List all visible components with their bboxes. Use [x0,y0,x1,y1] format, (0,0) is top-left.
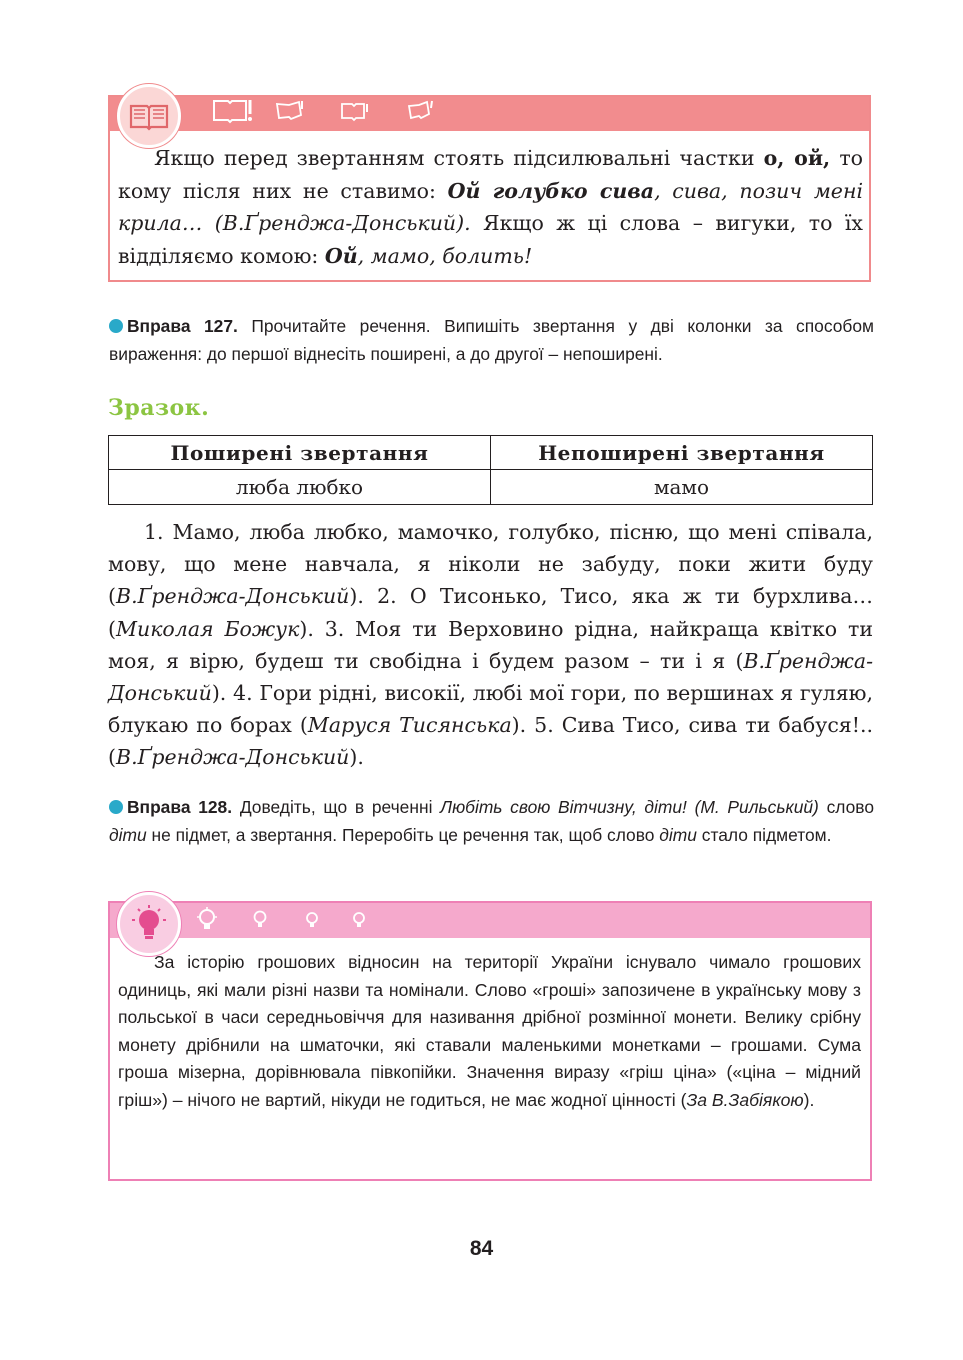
exercise-text: Прочитайте речення. Випишіть звертання у дві колонки за способом вираження: до першої віднесіть поширені, а до другої – непоширені. [109,316,874,364]
exercise-label: Вправа 128. [127,797,233,817]
info-text: За історію грошових відносин на території України існувало чимало грошових одиниць, які мали різні назви та номінали. Слово «гроші» запозичене в українську мову з польської в часи середньовіччя для називання дрібної розмінної монети. Велику срібну монету дрібнили на шматочки, які ставали маленькими монетками – грошами. Сума гроша мізерна, дорівнювала півкопійки. Значення виразу «гріш ціна» («ціна – мідний гріш») – нічого не вартий, нікуди не годиться, не має жодної цінності (За В.Забіякою). [118,952,861,1110]
table-cell: мамо [491,470,873,505]
sample-label: Зразок. [108,395,210,421]
book-icon [405,100,435,122]
open-book-exclamation-icon [129,101,169,131]
info-header-bar [110,903,870,938]
table-header: Непоширені звертання [491,436,873,470]
page-number: 84 [469,1237,494,1260]
rule-badge [117,84,181,148]
bullet-dot-icon [109,319,123,333]
sample-table [108,435,873,505]
lightbulb-icon [303,910,321,930]
exercise-label: Вправа 127. [127,316,238,336]
lightbulb-icon [131,904,167,944]
info-badge [117,892,181,956]
book-icon [275,100,305,122]
rule-text: Якщо перед звертанням стоять підсилювальні частки о, ой, то кому після них не ставимо: Ой голубко сива, сива, позич мені крила… (В.Ґренджа-Донський). Якщо ж ці слова – вигуки, то їх відділяємо комою: Ой, мамо, болить! [118,146,864,268]
lightbulb-icon [350,910,368,930]
book-icon [340,100,370,122]
table-cell: люба любко [109,470,491,505]
lightbulb-icon [250,908,270,930]
exercise-127 [109,313,874,368]
lightbulb-icon [195,906,219,932]
exercise-128: Вправа 128. Доведіть, що в реченні Любіть свою Вітчизну, діти! (М. Рильський) слово діти не підмет, а звертання. Переробіть це речення так, щоб слово діти стало підметом. [109,797,875,845]
exercise-sentences: 1. Мамо, люба любко, мамочко, голубко, пісню, що мені співала, мову, що мене навчала, я ніколи не забуду, поки жити буду (В.Ґренджа-Донський). 2. О Тисонько, Тисо, яка ж ти бурхлива… (Миколая Божук). 3. Моя ти Верховино рідна, найкраща квітко ти моя, я вірю, будеш ти свобідна і будем разом – ти і я (В.Ґренджа-Донський). 4. Гори рідні, високії, любі мої гори, по вершинах я гуляю, блукаю по борах (Маруся Тисянська). 5. Сива Тисо, сива ти бабуся!.. (В.Ґренджа-Донський). [108,520,873,770]
table-header: Поширені звертання [109,436,491,470]
book-icon [212,98,254,124]
bullet-dot-icon [109,800,123,814]
